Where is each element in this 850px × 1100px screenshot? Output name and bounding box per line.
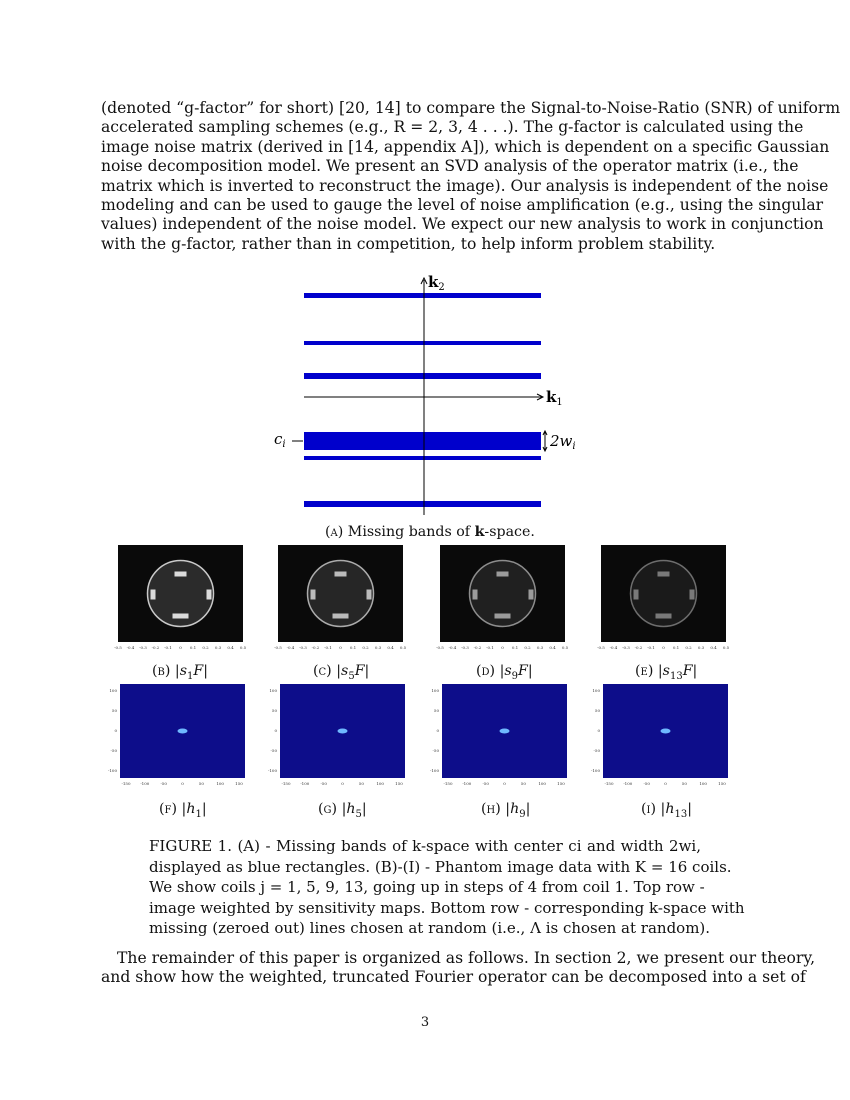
intro-line: (denoted “g-factor” for short) [20, 14] to compare the Signal-to-Noise-Ratio (SNR) of uniform (101, 99, 841, 117)
x-tick-label: -0.3 (622, 645, 630, 650)
x-tick-label: -0.4 (286, 645, 295, 650)
x-tick-label: -100 (462, 781, 472, 786)
phantom-feature (656, 614, 672, 619)
x-tick-label: -100 (300, 781, 310, 786)
x-tick-label: 0 (664, 781, 667, 786)
y-tick-label: 50 (111, 708, 117, 713)
y-tick-label: -100 (108, 768, 117, 773)
x-tick-label: -0.5 (274, 645, 282, 650)
y-tick-label: 0 (436, 728, 439, 733)
kspace-panel (266, 682, 411, 792)
x-tick-label: -150 (443, 781, 453, 786)
x-tick-label: 0 (662, 645, 665, 650)
ci-label: $c_i$ (274, 430, 286, 450)
missing-band (304, 501, 541, 507)
x-tick-label: 0.1 (511, 645, 519, 650)
x-tick-label: -0.1 (647, 645, 655, 650)
x-tick-label: -0.2 (151, 645, 160, 650)
kspace-center (500, 729, 510, 734)
x-tick-label: 0 (341, 781, 344, 786)
caption-c: (c) $|s_5F|$ (313, 663, 370, 682)
x-tick-label: -50 (482, 781, 489, 786)
coil-image-panel (428, 543, 573, 660)
x-tick-label: -0.1 (164, 645, 172, 650)
intro-line: accelerated sampling schemes (e.g., R = 2, 3, 4 . . .). The g-factor is calculated using the (101, 118, 804, 137)
missing-band (304, 293, 541, 298)
phantom-feature (311, 590, 316, 600)
x-tick-label: 0.4 (227, 645, 234, 650)
figure-caption-line: missing (zeroed out) lines chosen at random (i.e., Λ is chosen at random). (149, 919, 711, 937)
x-tick-label: 0 (179, 645, 182, 650)
intro-line: noise decomposition model. We present an SVD analysis of the operator matrix (i.e., the (101, 157, 799, 176)
k1-label: $k_1$ (546, 388, 563, 408)
x-tick-label: -0.2 (473, 645, 482, 650)
x-tick-label: -0.5 (114, 645, 122, 650)
figure-caption-line: displayed as blue rectangles. (B)-(I) - Phantom image data with K = 16 coils. (149, 857, 732, 876)
x-tick-label: -0.1 (324, 645, 332, 650)
x-tick-label: 100 (216, 781, 224, 786)
phantom-feature (473, 590, 478, 600)
missing-band (304, 432, 541, 450)
y-tick-label: 50 (594, 708, 600, 713)
x-tick-label: 0.5 (561, 645, 569, 650)
x-tick-label: -150 (604, 781, 614, 786)
phantom-feature (335, 572, 347, 577)
intro-paragraph (101, 99, 841, 254)
kspace-panel (589, 682, 734, 792)
figure-caption-line: image weighted by sensitivity maps. Bottom row - corresponding k-space with (149, 898, 745, 917)
kspace-bands-diagram (260, 268, 600, 518)
width-label: $2w_i$ (550, 432, 576, 452)
outro-line: and show how the weighted, truncated Fourier operator can be decomposed into a set of (101, 968, 806, 987)
x-tick-label: 150 (235, 781, 243, 786)
y-tick-label: -100 (430, 768, 439, 773)
x-tick-label: 0.2 (202, 645, 209, 650)
y-tick-label: -100 (591, 768, 600, 773)
x-tick-label: 50 (198, 781, 204, 786)
caption-d: (d) $|s_9F|$ (476, 663, 533, 682)
x-tick-label: 0 (503, 781, 506, 786)
missing-band (304, 373, 541, 379)
x-tick-label: 0 (501, 645, 504, 650)
x-tick-label: -0.4 (126, 645, 135, 650)
figure-caption (149, 836, 745, 939)
phantom-feature (173, 614, 189, 619)
x-tick-label: 0.1 (189, 645, 197, 650)
x-tick-label: 0.3 (374, 645, 382, 650)
x-tick-label: 0.4 (710, 645, 717, 650)
caption-h: (h) $|h_9|$ (481, 801, 531, 820)
figure-caption-line: FIGURE 1. (A) - Missing bands of k-space with center ci and width 2wi, (149, 837, 701, 855)
y-tick-label: -50 (593, 748, 600, 753)
intro-line: matrix which is inverted to reconstruct the image). Our analysis is independent of the noise (101, 176, 829, 195)
x-tick-label: 100 (538, 781, 546, 786)
y-tick-label: 100 (592, 688, 600, 693)
x-tick-label: 0.5 (399, 645, 407, 650)
caption-g: (g) $|h_5|$ (318, 801, 367, 820)
y-tick-label: 50 (433, 708, 439, 713)
x-tick-label: 100 (699, 781, 707, 786)
x-tick-label: 150 (557, 781, 565, 786)
outro-line: The remainder of this paper is organized as follows. In section 2, we present our theory, (117, 949, 816, 967)
phantom-feature (495, 614, 511, 619)
coil-image-panel (106, 543, 251, 660)
x-tick-label: -150 (121, 781, 131, 786)
x-tick-label: 0.2 (362, 645, 369, 650)
y-tick-label: 0 (114, 728, 117, 733)
kspace-center (178, 729, 188, 734)
phantom-feature (367, 590, 372, 600)
x-tick-label: 0.1 (349, 645, 357, 650)
y-tick-label: -50 (270, 748, 277, 753)
x-tick-label: 0.5 (722, 645, 730, 650)
y-tick-label: 100 (109, 688, 117, 693)
missing-band (304, 456, 541, 460)
phantom-feature (207, 590, 212, 600)
x-tick-label: 0.3 (214, 645, 222, 650)
x-tick-label: -0.3 (299, 645, 307, 650)
x-tick-label: 0 (339, 645, 342, 650)
x-tick-label: -100 (140, 781, 150, 786)
x-tick-label: -0.4 (448, 645, 457, 650)
x-tick-label: 0.3 (536, 645, 544, 650)
coil-image-panel (266, 543, 411, 660)
x-tick-label: 100 (376, 781, 384, 786)
phantom-feature (634, 590, 639, 600)
x-tick-label: -50 (160, 781, 167, 786)
x-tick-label: 0.1 (672, 645, 680, 650)
missing-band (304, 341, 541, 345)
k2-label: $k_2$ (428, 273, 445, 293)
x-tick-label: -50 (643, 781, 650, 786)
phantom-feature (690, 590, 695, 600)
x-tick-label: 0.4 (387, 645, 394, 650)
intro-line: values) independent of the noise model. We expect our new analysis to work in conjunction (101, 215, 824, 234)
y-tick-label: 100 (269, 688, 277, 693)
caption-b: (b) $|s_1F|$ (152, 663, 209, 682)
y-tick-label: 50 (271, 708, 277, 713)
x-tick-label: -0.3 (139, 645, 147, 650)
caption-a: (a) Missing bands of k-space. (325, 524, 535, 540)
y-tick-label: -50 (110, 748, 117, 753)
page-number: 3 (420, 1015, 430, 1030)
y-tick-label: 0 (597, 728, 600, 733)
x-tick-label: -150 (281, 781, 291, 786)
y-tick-label: -100 (268, 768, 277, 773)
x-tick-label: 0.2 (685, 645, 692, 650)
phantom-feature (658, 572, 670, 577)
phantom-feature (333, 614, 349, 619)
caption-i: (i) $|h_{13}|$ (641, 801, 692, 820)
phantom-feature (151, 590, 156, 600)
x-tick-label: -0.1 (486, 645, 494, 650)
x-tick-label: 150 (718, 781, 726, 786)
intro-line: with the g-factor, rather than in competition, to help inform problem stability. (101, 234, 716, 253)
y-tick-label: 100 (431, 688, 439, 693)
x-tick-label: -50 (320, 781, 327, 786)
x-tick-label: 0.3 (697, 645, 705, 650)
outro-paragraph (101, 949, 816, 988)
x-tick-label: 0.4 (549, 645, 556, 650)
x-tick-label: -0.4 (609, 645, 618, 650)
x-tick-label: 50 (681, 781, 687, 786)
kspace-panel (428, 682, 573, 792)
intro-line: image noise matrix (derived in [14, appendix A]), which is dependent on a specific Gaussian (101, 137, 830, 156)
x-tick-label: -0.5 (597, 645, 605, 650)
x-tick-label: -100 (623, 781, 633, 786)
x-tick-label: 150 (395, 781, 403, 786)
coil-image-panel (589, 543, 734, 660)
x-tick-label: 0.2 (524, 645, 531, 650)
kspace-center (661, 729, 671, 734)
figure-caption-line: We show coils j = 1, 5, 9, 13, going up in steps of 4 from coil 1. Top row - (149, 878, 705, 896)
x-tick-label: -0.5 (436, 645, 444, 650)
x-tick-label: 0.5 (239, 645, 247, 650)
x-tick-label: 0 (181, 781, 184, 786)
x-tick-label: -0.2 (634, 645, 643, 650)
phantom-feature (497, 572, 509, 577)
x-tick-label: -0.2 (311, 645, 320, 650)
intro-line: modeling and can be used to gauge the level of noise amplification (e.g., using the singular (101, 196, 824, 215)
phantom-feature (175, 572, 187, 577)
x-tick-label: 50 (358, 781, 364, 786)
y-tick-label: -50 (432, 748, 439, 753)
x-tick-label: -0.3 (461, 645, 469, 650)
x-tick-label: 50 (520, 781, 526, 786)
kspace-panel (106, 682, 251, 792)
caption-e: (e) $|s_{13}F|$ (635, 663, 698, 682)
phantom-feature (529, 590, 534, 600)
kspace-center (338, 729, 348, 734)
y-tick-label: 0 (274, 728, 277, 733)
caption-f: (f) $|h_1|$ (159, 801, 207, 820)
